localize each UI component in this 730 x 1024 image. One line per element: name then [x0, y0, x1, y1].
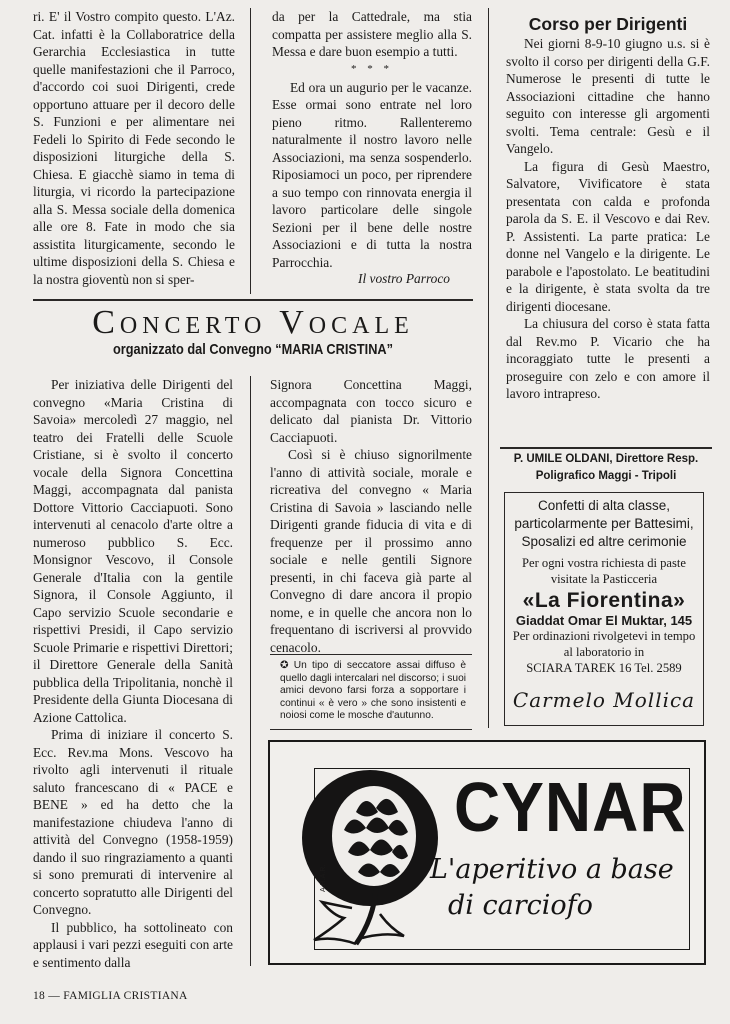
joke-text — [280, 660, 466, 723]
ad-cynar-tagline1: L'aperitivo a base — [430, 854, 674, 885]
article-top-col1-text: ri. E' il Vostro compito questo. L'Az. Cat. infatti è la Collaboratrice della Gerarchia Ecclesiastica in tutte quelle manifestazioni che il Parroco, d'accordo coi suoi Dirigenti, crede opportuno attuare per il decoro delle S. Funzioni e per alimentare nei Fedeli lo Spirito di Fede secondo le disposizioni liturgiche della S. Chiesa. E giacchè siamo in tema di liturgia, vi ricordo la partecipazione alla S. Messa sociale della domenica alle ore 8. Fate in modo che sia assistita liturgicamente, secondo le ultime disposizioni della S. Chiesa e la nostra gioventù non si sper- — [33, 9, 235, 287]
concerto-col2 — [270, 376, 472, 656]
joke-rule-bottom — [270, 729, 472, 730]
concerto-title: Concerto Vocale — [92, 304, 414, 341]
corso-title: Corso per Dirigenti — [528, 14, 688, 34]
parroco-signature: Il vostro Parroco — [358, 271, 450, 286]
right-column-divider — [488, 8, 489, 728]
ad-fiorentina-address: Giaddat Omar El Muktar, 145 — [515, 613, 693, 628]
article-top-col2 — [272, 8, 472, 287]
bullet-icon: ✪ — [280, 660, 289, 671]
ad-cynar-brand: CYNAR — [454, 768, 687, 846]
imprint — [500, 451, 712, 485]
corso-article — [506, 14, 710, 403]
joke-box — [280, 660, 466, 723]
corso-p2: La figura di Gesù Maestro, Salvatore, Vivificatore è stata presentata con calda e profonda parola da S. E. il Vescovo e dai Rev. P. Assistenti. La parte pratica: Le donne nel Vangelo e la dirigente. Le parabole e l'apostolato. Le beatitudini e la dirigente, è stata svolta da tre dirigenti diocesane. — [506, 158, 710, 314]
corso-p1: Nei giorni 8-9-10 giugno u.s. si è svolto il corso per dirigenti della G.F. Numerose le presenti di tutte le Associazioni cittadine che hanno seguito con interesse gli argomenti svolti. Tema centrale: Gesù e il Vangelo. — [506, 36, 710, 156]
concerto-column-divider — [250, 376, 251, 966]
page-footer — [33, 990, 188, 1002]
concerto-col1-p2: Prima di iniziare il concerto S. Ecc. Rev.ma Mons. Vescovo ha rivolto agli intervenuti il rituale saluto francescano di « PACE e BENE » ed ha detto che la manifestazione chiudeva l'anno di attività del Convegno (1958-1959) dando il suo ringraziamento a quanti si sono premurati di intervenire al concerto sopratutto alle Dirigenti del Convegno. — [33, 727, 233, 917]
ad-fiorentina-line3: Per ordinazioni rivolgetevi in tempo al laboratorio in — [512, 629, 696, 659]
ad-fiorentina-line1: Confetti di alta classe, particolarmente per Battesimi, Sposalizi ed altre cerimonie — [514, 498, 694, 549]
footer-dash: — — [48, 990, 61, 1002]
imprint-printer: Poligrafico Maggi - Tripoli — [535, 470, 677, 482]
ad-cynar — [268, 740, 706, 965]
concerto-col1-p3: Il pubblico, ha sottolineato con applausi i vari pezzi eseguiti con arte e sentimento dalla — [33, 919, 233, 970]
ad-fiorentina-signature: Carmelo Mollica — [512, 688, 696, 712]
ad-cynar-credit: A.R.A.R. — [320, 864, 327, 892]
concerto-col2-p2: Così si è chiuso signorilmente l'anno di attività sociale, morale e ricreativa del convegno « Maria Cristina di Savoia » lasciando nelle Dirigenti grande fiducia di vita e di frequenze per il prossimo anno sociale e nelle gentili Signore presenti, in chi faceva già parte al Convegno di dare ancora il propio nome, e in quelle che ancora non lo frequentano di iscriversi al provvido cenacolo. — [270, 447, 472, 655]
artichoke-logo-icon — [298, 756, 448, 956]
concerto-header — [33, 305, 473, 358]
ad-fiorentina — [504, 492, 704, 726]
concerto-subtitle: organizzato dal Convegno “MARIA CRISTINA” — [112, 341, 394, 358]
joke-rule-top — [270, 654, 472, 655]
ad-fiorentina-line2: Per ogni vostra richiesta di paste visitate la Pasticceria — [521, 556, 687, 586]
section-stars: * * * — [351, 62, 393, 75]
article-top-col1 — [33, 8, 235, 288]
concerto-rule-top — [33, 299, 473, 301]
joke-body: Un tipo di seccatore assai diffuso è quello dagli intercalari nel discorso; i suoi amici devono farsi forza a sopportare i continui « è vero » che sono insistenti e noiosi come le mosche d'autunno. — [280, 660, 466, 722]
article-top-col2-p1: da per la Cattedrale, ma stia compatta per assistere meglio alla S. Messa e dare buon esempio a tutti. — [272, 9, 472, 59]
concerto-col2-p1: Signora Concettina Maggi, accompagnata con tocco sicuro e delicato dal pianista Dr. Vittorio Cacciapuoti. — [270, 377, 472, 445]
concerto-col1 — [33, 376, 233, 971]
imprint-rule-top — [500, 447, 712, 449]
article-top-col2-p2: Ed ora un augurio per le vacanze. Esse ormai sono entrate nel loro pieno ritmo. Rallenteremo naturalmente il nostro lavoro nelle Associazioni, ma senza sospenderlo. Riposiamoci un poco, per riprendere a suo tempo con rinnovata energia il lavoro particolare delle singole Sezioni per il bene delle nostre Associazioni e di tutta la nostra Parrocchia. — [272, 79, 472, 270]
ad-fiorentina-brand: «La Fiorentina» — [522, 589, 686, 612]
corso-p3: La chiusura del corso è stata fatta dal Rev.mo P. Vicario che ha incoraggiato tutte le presenti a proseguire con zelo e con amore il lavoro intrapreso. — [506, 316, 710, 401]
ad-fiorentina-line4: SCIARA TAREK 16 Tel. 2589 — [526, 661, 682, 675]
column-divider — [250, 8, 251, 294]
magazine-name: FAMIGLIA CRISTIANA — [63, 990, 188, 1002]
ad-cynar-tagline2: di carciofo — [448, 890, 593, 921]
page-number: 18 — [33, 990, 46, 1002]
concerto-col1-p1: Per iniziativa delle Dirigenti del convegno «Maria Cristina di Savoia» mercoledì 27 maggio, nel teatro dei Fratelli delle Scuole Cristiane, si è svolto il concerto vocale della Signora Concettina Maggi, accompagnata dal panista Dottore Vittorio Cacciapuoti. Sono intervenuti al cenacolo d'arte oltre a numeroso pubblico S. Ecc. Monsignor Vescovo, il Console Generale d'Italia con la gentile Signora, il Console Aggiunto, il Capo servizio Scuole secondarie e rispettivi Presidi, il Capo servizio Scuole Primarie e rispettivi Direttori; il Direttore Generale della Sanità pubblica della Tripolitania, nonchè il Presidente della Giunta Diocesana di Azione Cattolica. — [33, 377, 233, 725]
imprint-director: P. UMILE OLDANI, Direttore Resp. — [513, 453, 699, 465]
